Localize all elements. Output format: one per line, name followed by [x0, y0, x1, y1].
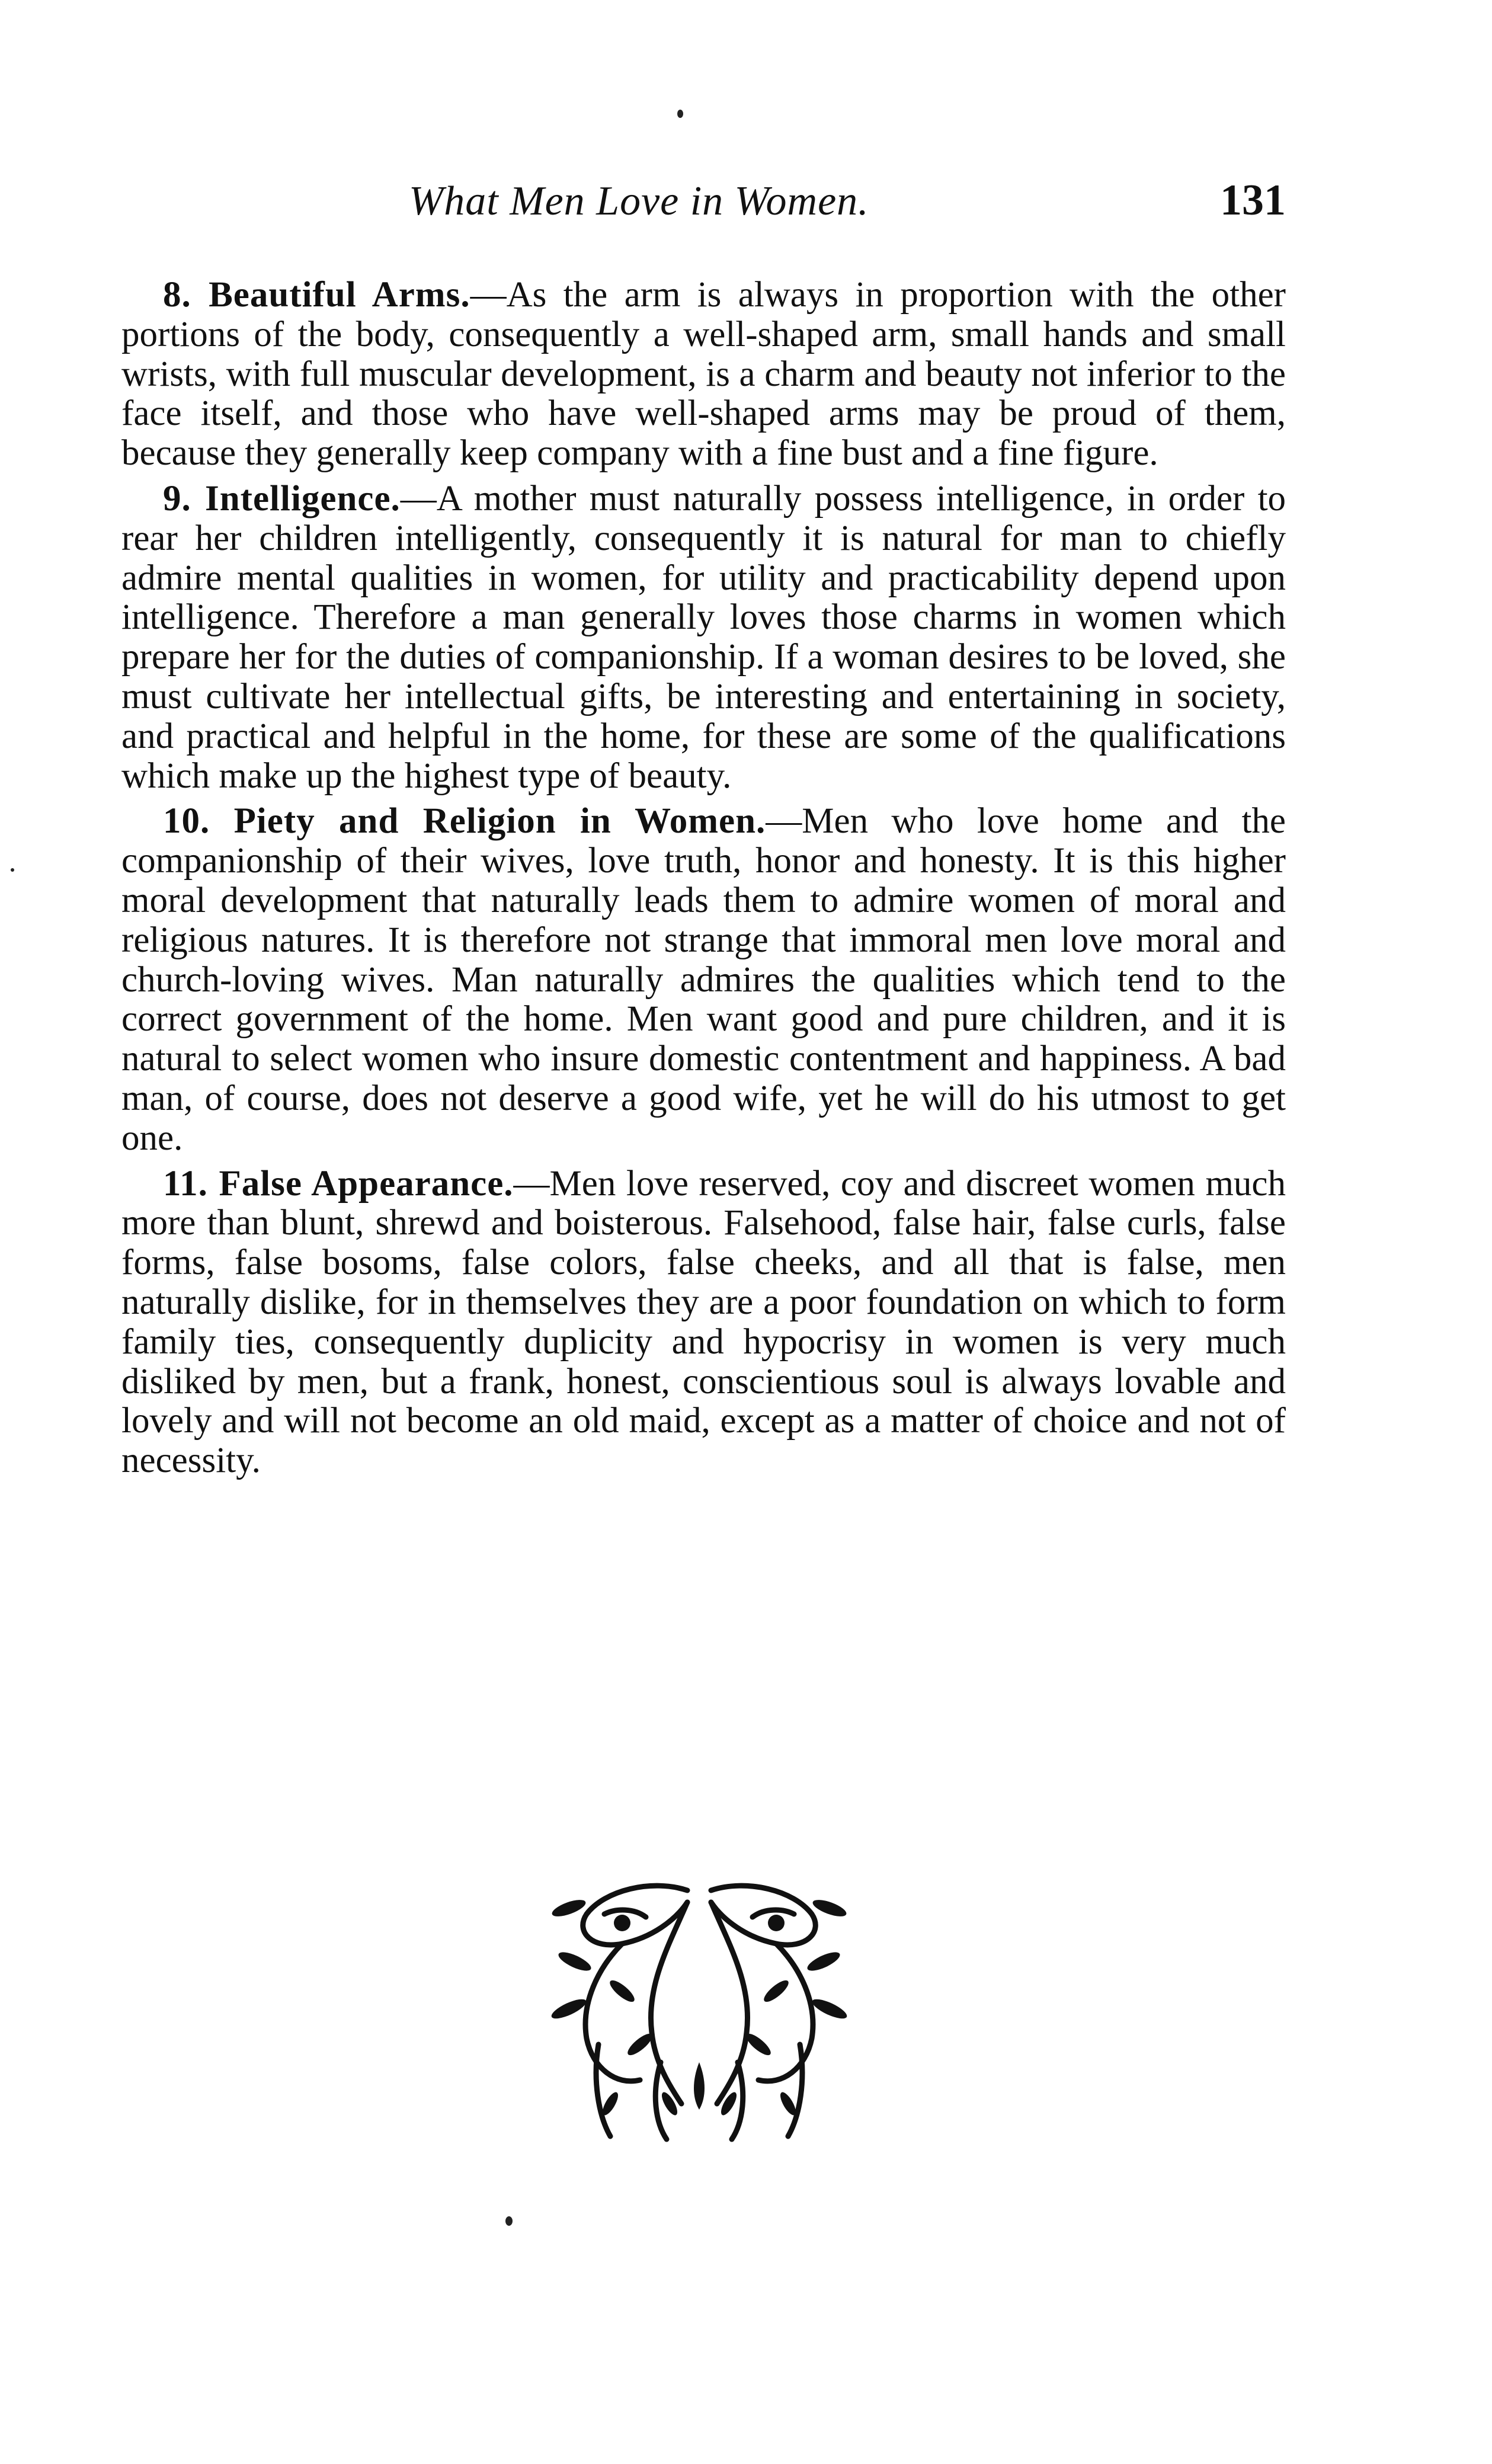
section-9: [121, 479, 1286, 796]
section-text: —Men who love home and the companionship of their wives, love truth, honor and honesty. It is this higher moral development that naturally leads them to admire women of moral and religious natures. It is therefore not strange that immoral men love moral and church-loving wives. Man naturally admires the qualities which tend to the correct government of the home. Men want good and pure children, and it is natural to select women who insure domestic contentment and happiness. A bad man, of course, does not deserve a good wife, yet he will do his utmost to get one.: [121, 801, 1286, 1158]
section-title: False Appearance.: [219, 1163, 514, 1204]
section-10: [121, 802, 1286, 1158]
section-8: [121, 276, 1286, 473]
section-title: Piety and Religion in Women.: [233, 801, 766, 841]
page-number: 131: [1220, 176, 1286, 225]
section-heading: [163, 1164, 514, 1204]
running-title: What Men Love in Women.: [409, 178, 869, 224]
section-text: —Men love reserved, coy and discreet women much more than blunt, shrewd and boisterous. Falsehood, false hair, false curls, false forms, false bosoms, false colors, false cheeks, and all that is false, men naturally dislike, for in themselves they are a poor foundation on which to form family ties, consequently duplicity and hypocrisy in women is very much disliked by men, but a frank, honest, conscientious soul is always lovable and lovely and will not become an old maid, except as a matter of choice and not of necessity.: [121, 1163, 1286, 1481]
body-text: [121, 276, 1286, 1487]
print-speck: [505, 2216, 513, 2226]
section-title: Intelligence.: [205, 478, 401, 519]
section-text: —As the arm is always in proportion with the other portions of the body, consequently a well-shaped arm, small hands and small wrists, with full muscular development, is a charm and beauty not inferior to the face itself, and those who have well-shaped arms may be proud of them, because they generally keep company with a fine bust and a fine figure.: [121, 275, 1286, 473]
section-title: Beautiful Arms.: [209, 275, 470, 315]
section-number: 8.: [163, 275, 191, 315]
print-speck: [11, 868, 14, 872]
section-11: [121, 1164, 1286, 1481]
section-heading: [163, 275, 470, 315]
page-header: [124, 178, 1286, 243]
section-heading: [163, 479, 401, 519]
section-heading: [163, 801, 766, 841]
floral-birds-ornament-icon: [533, 1867, 865, 2145]
section-number: 11.: [163, 1163, 208, 1204]
section-number: 10.: [163, 801, 210, 841]
print-speck: [677, 110, 683, 118]
section-number: 9.: [163, 478, 191, 519]
section-text: —A mother must naturally possess intelligence, in order to rear her children intelligently, consequently it is natural for man to chiefly admire mental qualities in women, for utility and practicability depend upon intelligence. Therefore a man generally loves those charms in women which prepare her for the duties of companionship. If a woman desires to be loved, she must cultivate her intellectual gifts, be interesting and entertaining in society, and practical and helpful in the home, for these are some of the qualifications which make up the highest type of beauty.: [121, 478, 1286, 796]
